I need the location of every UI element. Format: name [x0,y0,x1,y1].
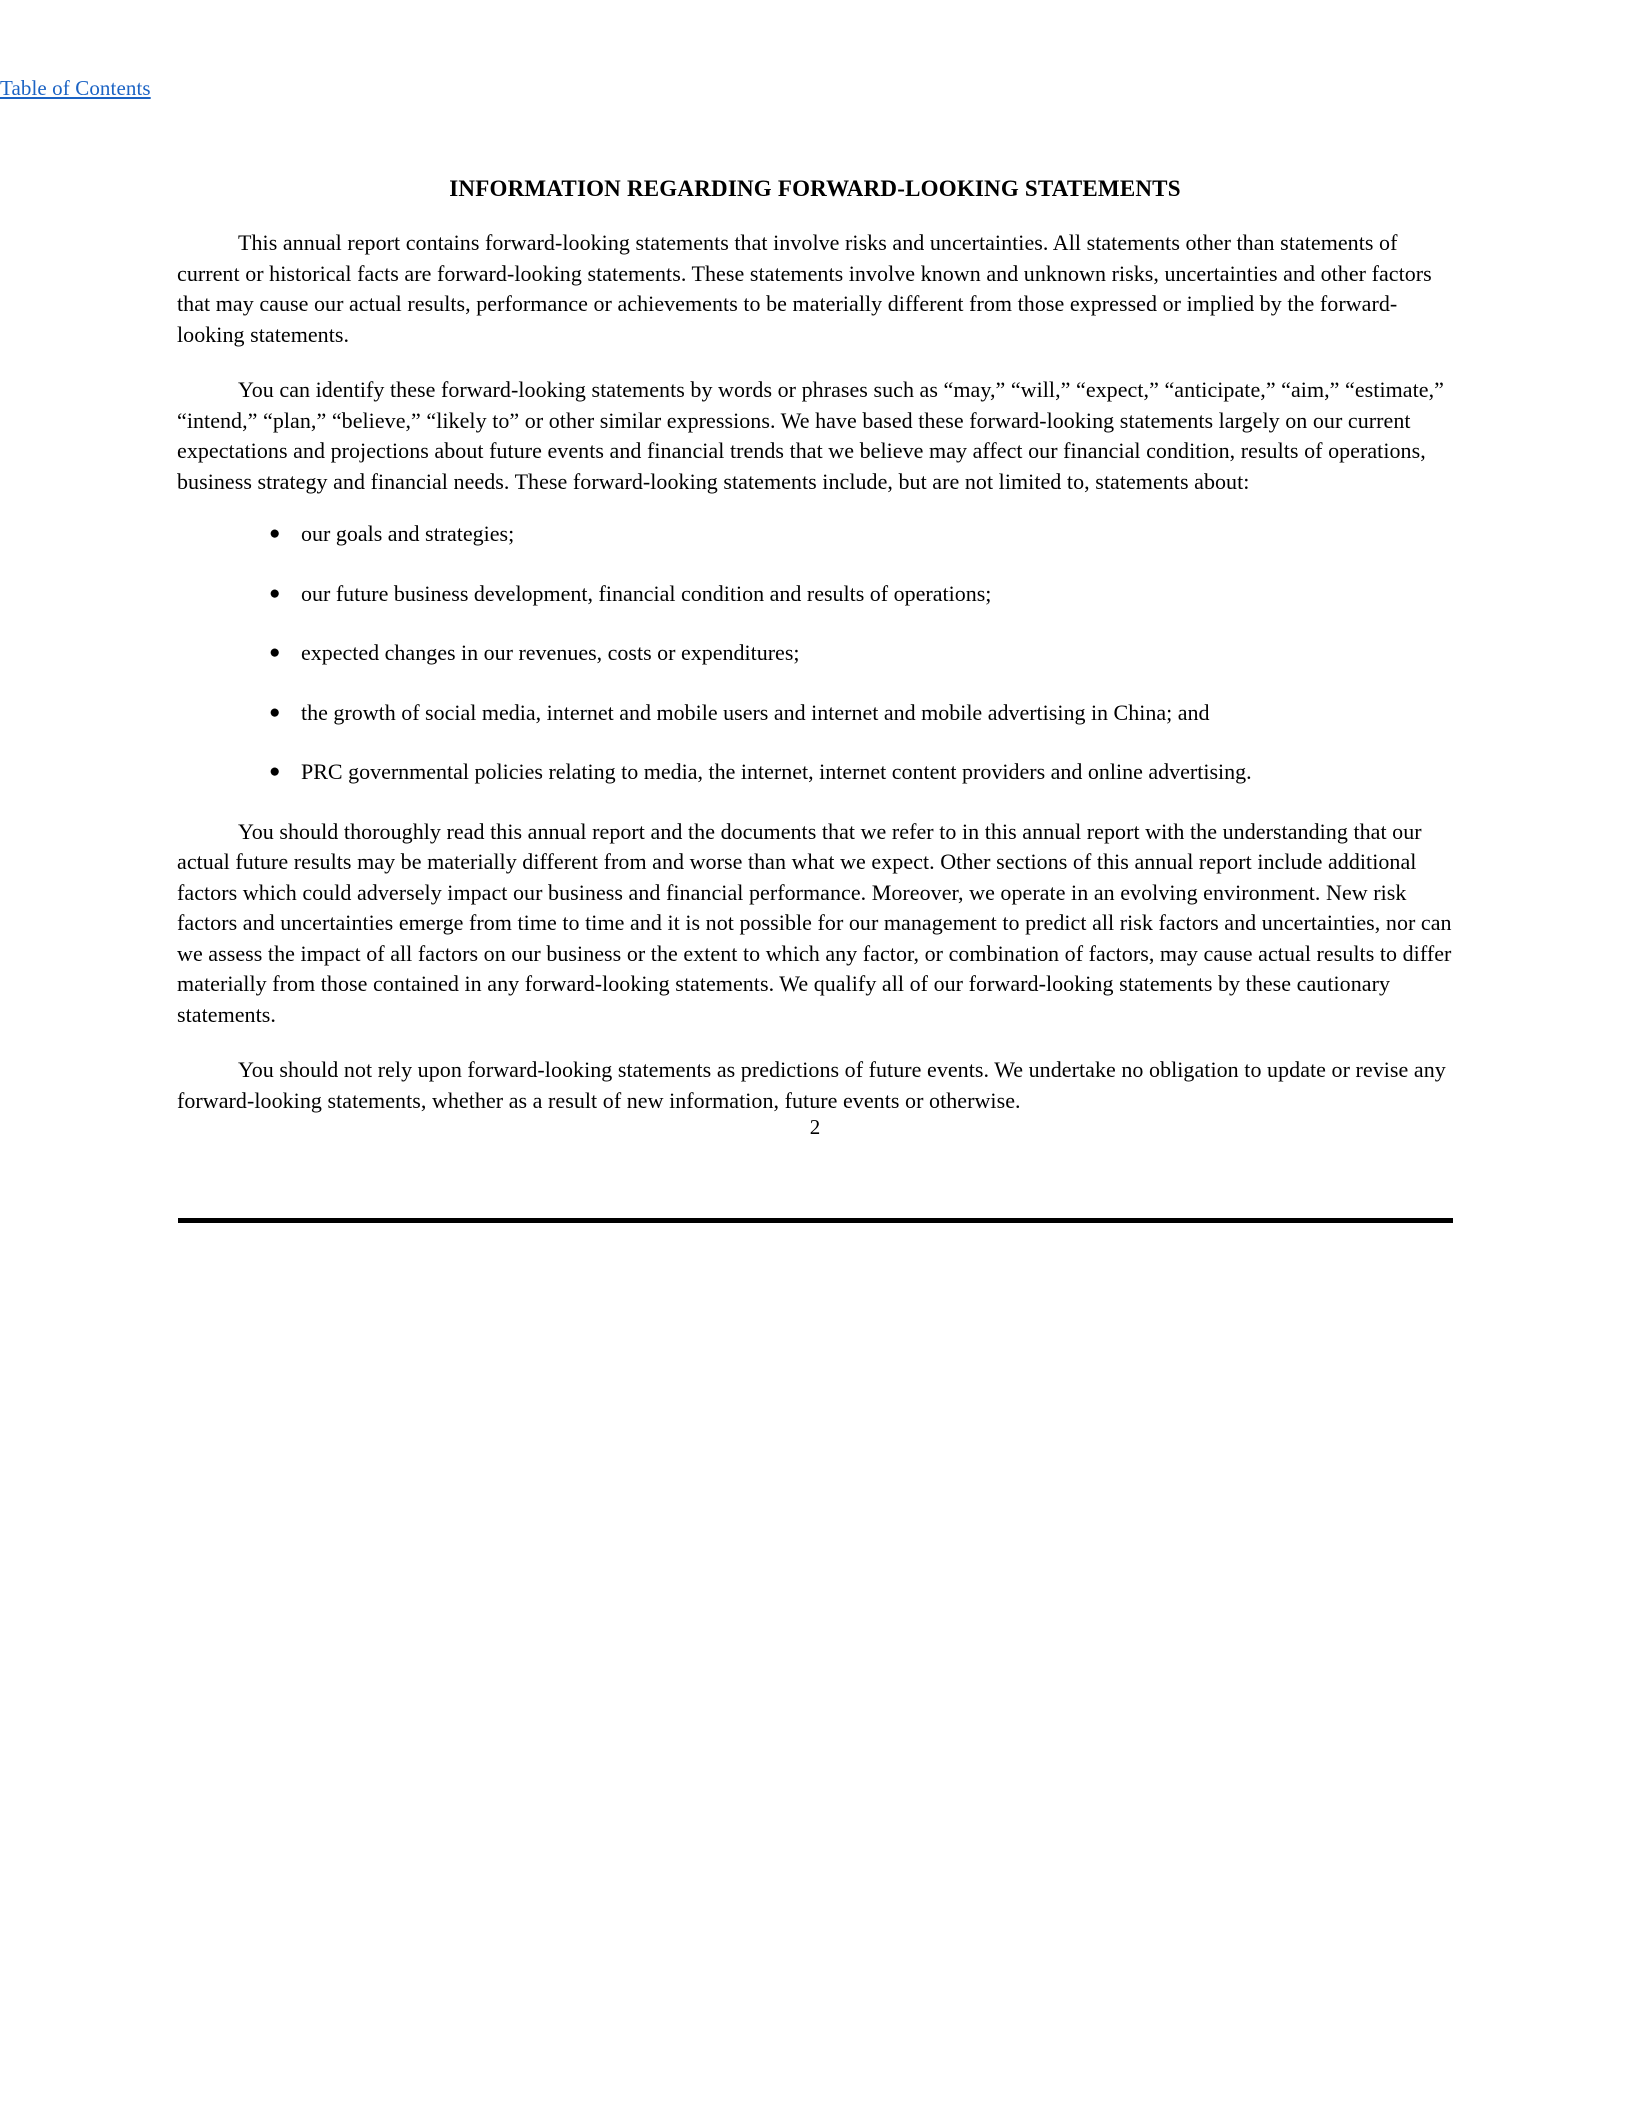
list-item [177,757,1453,788]
bullet-icon: ● [269,523,281,544]
list-item-text: PRC governmental policies relating to media, the internet, internet content providers and online advertising. [301,759,1252,784]
bullet-icon: ● [269,701,281,723]
list-item-text: our future business development, financial condition and results of operations; [301,580,992,606]
table-of-contents-link-wrapper [0,78,151,99]
list-item-text: the growth of social media, internet and mobile users and internet and mobile advertising in China; and [301,699,1210,725]
list-item-text: our goals and strategies; [301,521,515,546]
body-content [177,228,1453,1141]
page-number: 2 [809,1115,821,1139]
paragraph-no-reliance: You should not rely upon forward-looking statements as predictions of future events. We undertake no obligation to update or revise any forward-looking statements, whether as a result of new information, future events or otherwise. [177,1057,1446,1113]
list-item-text: expected changes in our revenues, costs or expenditures; [301,640,800,665]
paragraph-read-thoroughly: You should thoroughly read this annual report and the documents that we refer to in this annual report with the understanding that our actual future results may be materially different from and worse than what we expect. Other sections of this annual report include additional factors which could adversely impact our business and financial performance. Moreover, we operate in an evolving environment. New risk factors and uncertainties emerge from time to time and it is not possible for our management to predict all risk factors and uncertainties, nor can we assess the impact of all factors on our business or the extent to which any factor, or combination of factors, may cause actual results to differ materially from those contained in any forward-looking statements. We qualify all of our forward-looking statements by these cautionary statements. [177,818,1452,1027]
bullet-icon: ● [269,761,281,782]
paragraph-identify: You can identify these forward-looking statements by words or phrases such as “may,” “will,” “expect,” “anticipate,” “aim,” “estimate,” “intend,” “plan,” “believe,” “likely to” or other similar expressions. We have based these forward-looking statements largely on our current expectations and projections about future events and financial trends that we believe may affect our financial condition, results of operations, business strategy and financial needs. These forward-looking statements include, but are not limited to, statements about: [177,377,1444,494]
bullet-icon: ● [269,582,281,604]
table-of-contents-link[interactable]: Table of Contents [0,76,151,100]
list-item [177,698,1453,729]
paragraph-intro: This annual report contains forward-looking statements that involve risks and uncertainties. All statements other than statements of current or historical facts are forward-looking statements. These statements involve known and unknown risks, uncertainties and other factors that may cause our actual results, performance or achievements to be materially different from those expressed or implied by the forward-looking statements. [177,230,1432,347]
list-item [177,638,1453,669]
forward-looking-topics-list [177,519,1453,788]
page-title: INFORMATION REGARDING FORWARD-LOOKING STATEMENTS [449,176,1181,201]
footer-divider [178,1218,1453,1223]
bullet-icon: ● [269,642,281,663]
list-item [177,519,1453,550]
list-item [177,579,1453,610]
